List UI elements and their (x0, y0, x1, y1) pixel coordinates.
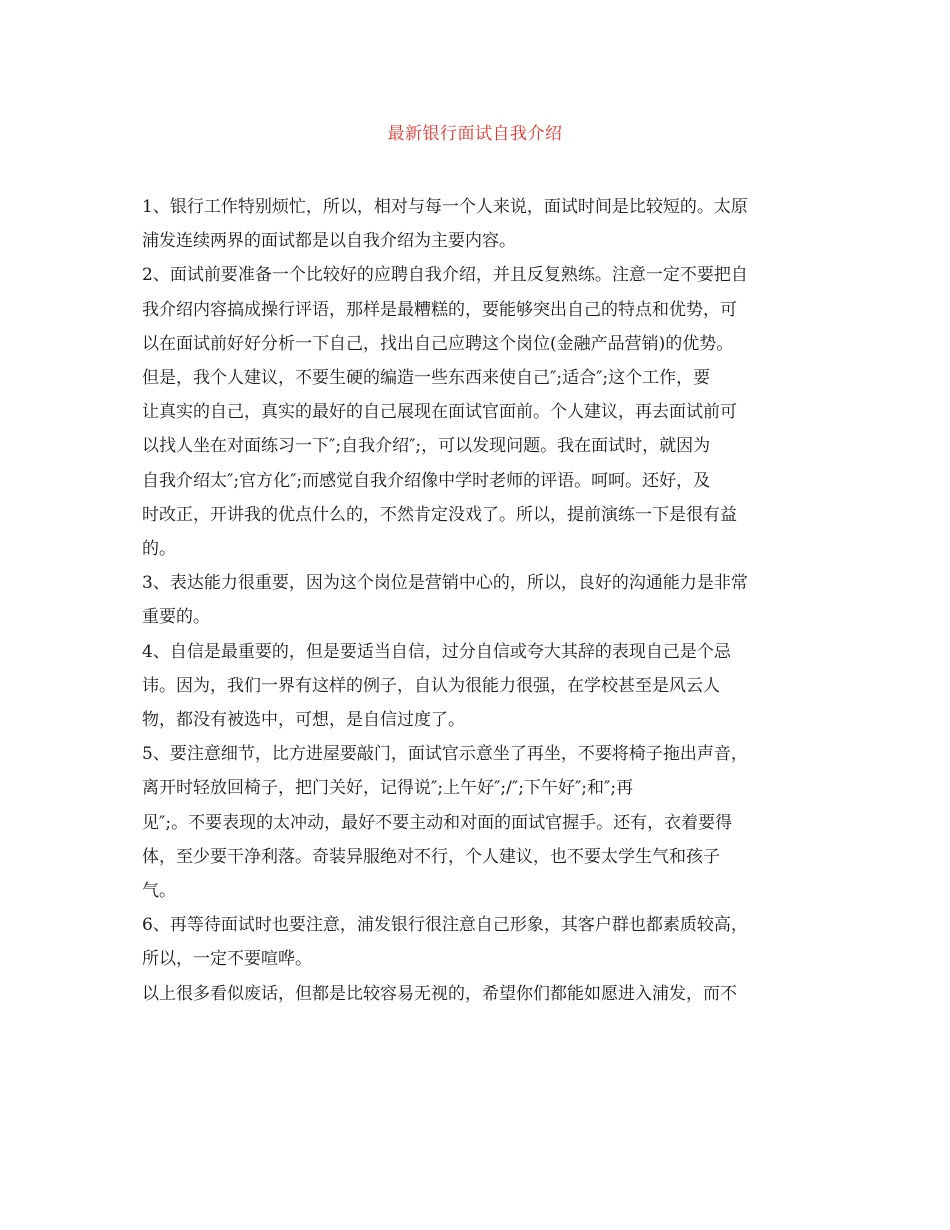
paragraph-6: 6、再等待面试时也要注意，浦发银行很注意自己形象，其客户群也都素质较高， 所以，一定不要喧哗。 (142, 915, 748, 970)
paragraph-2: 2、面试前要准备一个比较好的应聘自我介绍，并且反复熟练。注意一定不要把自 我介绍内容搞成操行评语，那样是最糟糕的，要能够突出自己的特点和优势，可 以在面试前好好分析一下自己，找出自己应聘这个岗位(金融产品营销)的优势。 但是，我个人建议，不要生硬的编造一些东西来使自己″;适合″;这个工作，要 让真实的自己，真实的最好的自己展现在面试官面前。个人建议，再去面试前可 以找人坐在对面练习一下″;自我介绍″;，可以发现问题。我在面试时，就因为 自我介绍太″;官方化″;而感觉自我介绍像中学时老师的评语。呵呵。还好，及 时改正，开讲我的优点什么的，不然肯定没戏了。所以，提前演练一下是很有益 的。 (142, 265, 748, 560)
paragraph-4: 4、自信是最重要的，但是要适当自信，过分自信或夸大其辞的表现自己是个忌 讳。因为，我们一界有这样的例子，自认为很能力很强，在学校甚至是风云人 物，都没有被选中，可想，是自信过度了。 (142, 641, 731, 731)
paragraph-5: 5、要注意细节，比方进屋要敲门，面试官示意坐了再坐，不要将椅子拖出声音， 离开时轻放回椅子，把门关好，记得说″;上午好″;/″;下午好″;和″;再 见″;。不要表现的太冲动，最好不要主动和对面的面试官握手。还有，衣着要得 体，至少要干净利落。奇装异服绝对不行，个人建议，也不要太学生气和孩子 气。 (142, 744, 748, 902)
paragraph-1: 1、银行工作特别烦忙，所以，相对与每一个人来说，面试时间是比较短的。太原 浦发连续两界的面试都是以自我介绍为主要内容。 (142, 197, 748, 252)
document-body (142, 190, 814, 1011)
document-title: 最新银行面试自我介绍 (387, 124, 563, 144)
paragraph-closing: 以上很多看似废话，但都是比较容易无视的，希望你们都能如愿进入浦发，而不 (142, 983, 737, 1004)
paragraph-3: 3、表达能力很重要，因为这个岗位是营销中心的，所以，良好的沟通能力是非常 重要的。 (142, 573, 748, 628)
